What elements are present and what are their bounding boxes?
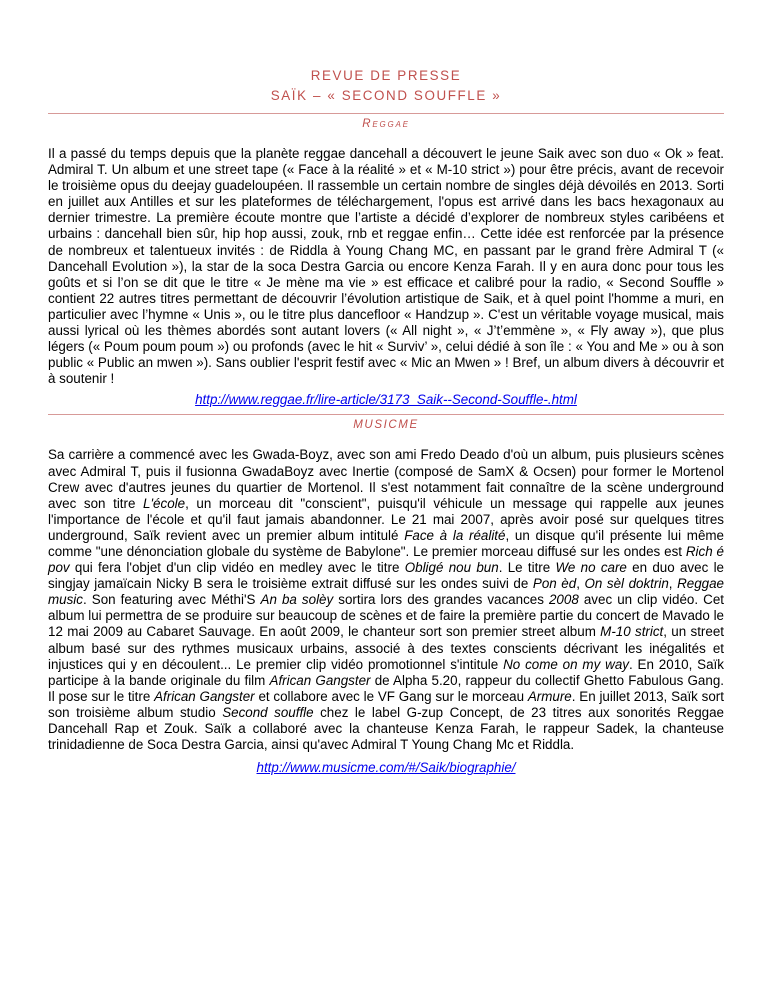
header-title: REVUE DE PRESSE <box>310 68 462 83</box>
section-title-reggae: Reggae <box>362 118 410 130</box>
document-page <box>48 0 724 782</box>
header-subtitle: SAÏK – « SECOND SOUFFLE » <box>270 88 502 103</box>
document-header <box>48 66 724 106</box>
source-link-musicme[interactable]: http://www.musicme.com/#/Saik/biographie/ <box>256 760 516 776</box>
link-row-reggae <box>48 392 724 408</box>
link-row-musicme <box>48 760 724 776</box>
section-body-reggae: Il a passé du temps depuis que la planète reggae dancehall a découvert le jeune Saik avec son duo « Ok » feat. Admiral T. Un album et une street tape (« Face à la réalité » et « M-10 strict ») pour être précis, avant de recevoir le troisième opus du deejay guadeloupéen. Il rassemble un certain nombre de singles déjà dévoilés en 2013. Sorti en juillet aux Antilles et sur les plateformes de téléchargement, l'opus est arrivé dans les bacs hexagonaux au dernier trimestre. La première écoute montre que l’artiste a décidé d’explorer de nombreux styles caribéens et urbains : dancehall bien sûr, hip hop aussi, zouk, rnb et reggae enfin… Cette idée est renforcée par la présence de nombreux et talentueux invités : de Riddla à Young Chang MC, en passant par le grand frère Admiral T (« Dancehall Evolution »), la star de la soca Destra Garcia ou encore Kenza Farah. Il y en aura donc pour tous les goûts et si l’on se dit que le titre « Je mène ma vie » est efficace et calibré pour la radio, « Second Souffle » contient 22 autres titres permettant de découvrir l’évolution artistique de Saik, et à quel point l'homme a muri, en particulier avec l’hymne « Unis », ou le titre plus dancefloor « Handzup ». C'est un véritable voyage musical, mais aussi lyrical où les thèmes abordés sont autant lovers (« All night », « J’t’emmène », « Fly away »), que plus légers (« Poum poum poum ») ou profonds (avec le hit « Surviv’ », celui dédié à son île : « You and Me » ou à son public « Public an mwen »). Sans oublier l'esprit festif avec « Mic an Mwen » ! Bref, un album divers à découvrir et à soutenir ! <box>48 146 724 387</box>
section-divider <box>48 414 724 415</box>
header-divider <box>48 113 724 114</box>
section-title-musicme: MUSICME <box>353 419 419 432</box>
section-body-musicme: Sa carrière a commencé avec les Gwada-Boyz, avec son ami Fredo Deado d'où un album, puis plusieurs scènes avec Admiral T, puis il fusionna GwadaBoyz avec Inertie (composé de SamX & Ocsen) pour former le Mortenol Crew avec d'autres jeunes du quartier de Mortenol. Il s'est notamment fait connaître de la scène underground avec son titre L'école, un morceau dit "conscient", puisqu'il véhicule un message qui rappelle aux jeunes l'importance de l'école et qu'il faut jamais abandonner. Le 21 mai 2007, après avoir posé sur quelques titres underground, Saïk revient avec un premier album intitulé Face à la réalité, un disque qu'il présente lui même comme "une dénonciation globale du système de Babylone". Le premier morceau diffusé sur les ondes est Rich é pov qui fera l'objet d'un clip vidéo en medley avec le titre Obligé nou bun. Le titre We no care en duo avec le singjay jamaïcain Nicky B sera le troisième extrait diffusé sur les ondes suivi de Pon èd, On sèl doktrin, Reggae music. Son featuring avec Méthi'S An ba solèy sortira lors des grandes vacances 2008 avec un clip vidéo. Cet album lui permettra de se produire sur beaucoup de scènes et de faire la première partie du concert de Mavado le 12 mai 2009 au Cabaret Sauvage. En août 2009, le chanteur sort son premier street album M-10 strict, un street album basé sur des rythmes musicaux urbains, associé à des textes conscients décrivant les inégalités et injustices qui y en découlent... Le premier clip vidéo promotionnel s'intitule No come on my way. En 2010, Saïk participe à la bande originale du film African Gangster de Alpha 5.20, rappeur du collectif Ghetto Fabulous Gang. Il pose sur le titre African Gangster et collabore avec le VF Gang sur le morceau Armure. En juillet 2013, Saïk sort son troisième album studio Second souffle chez le label G-zup Concept, de 23 titres aux sonorités Reggae Dancehall Rap et Zouk. Saïk a collaboré avec la chanteuse Kenza Farah, le rappeur Sadek, la chanteuse trinidadienne de Soca Destra Garcia, ainsi qu'avec Admiral T Young Chang Mc et Riddla. <box>48 447 725 753</box>
source-link-reggae[interactable]: http://www.reggae.fr/lire-article/3173_Saik--Second-Souffle-.html <box>195 392 577 408</box>
